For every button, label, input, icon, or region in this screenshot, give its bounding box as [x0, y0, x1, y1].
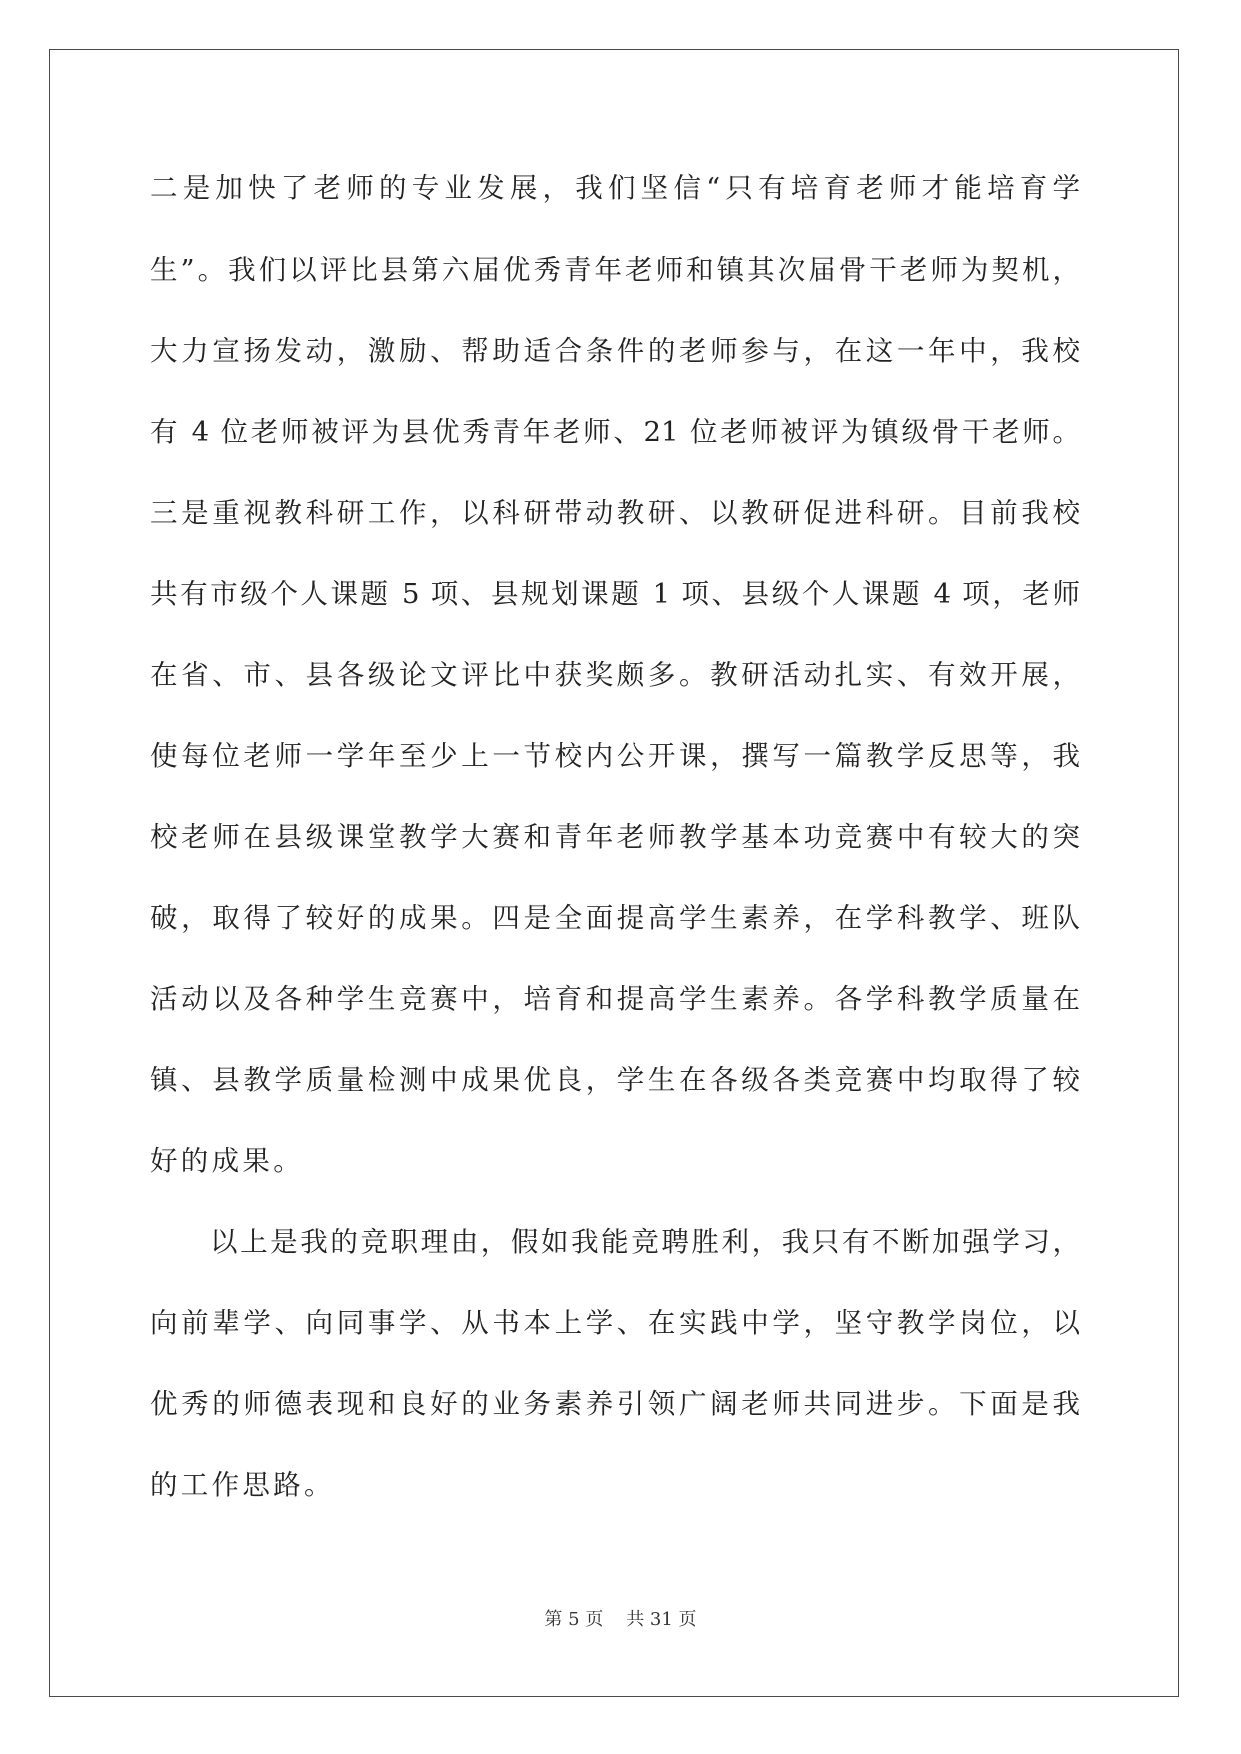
- page-number-footer: 第 5 页 共 31 页: [544, 1609, 697, 1630]
- text-line: 镇、县教学质量检测中成果优良，学生在各级各类竞赛中均取得了较: [150, 1064, 1080, 1096]
- text-line: 二是加快了老师的专业发展，我们坚信“只有培育老师才能培育学: [150, 172, 1080, 204]
- text-line: 三是重视教科研工作，以科研带动教研、以教研促进科研。目前我校: [150, 497, 1080, 529]
- text-line: 活动以及各种学生竞赛中，培育和提高学生素养。各学科教学质量在: [150, 983, 1080, 1015]
- text-line: 使每位老师一学年至少上一节校内公开课，撰写一篇教学反思等，我: [150, 740, 1080, 772]
- text-line: 有 4 位老师被评为县优秀青年老师、21 位老师被评为镇级骨干老师。: [150, 416, 1080, 448]
- text-line: 大力宣扬发动，激励、帮助适合条件的老师参与，在这一年中，我校: [150, 335, 1080, 367]
- text-line: 向前辈学、向同事学、从书本上学、在实践中学，坚守教学岗位，以: [150, 1307, 1080, 1339]
- text-line: 的工作思路。: [150, 1469, 335, 1501]
- text-line: 好的成果。: [150, 1145, 304, 1177]
- paragraph-first-line: 以上是我的竞职理由，假如我能竞聘胜利，我只有不断加强学习，: [210, 1226, 1080, 1258]
- text-line: 优秀的师德表现和良好的业务素养引领广阔老师共同进步。下面是我: [150, 1388, 1080, 1420]
- text-line: 生”。我们以评比县第六届优秀青年老师和镇其次届骨干老师为契机，: [150, 254, 1080, 286]
- page-border: [49, 49, 1179, 1697]
- text-line: 共有市级个人课题 5 项、县规划课题 1 项、县级个人课题 4 项，老师: [150, 578, 1080, 610]
- text-line: 破，取得了较好的成果。四是全面提高学生素养，在学科教学、班队: [150, 902, 1080, 934]
- text-line: 在省、市、县各级论文评比中获奖颇多。教研活动扎实、有效开展，: [150, 659, 1080, 691]
- text-line: 校老师在县级课堂教学大赛和青年老师教学基本功竞赛中有较大的突: [150, 821, 1080, 853]
